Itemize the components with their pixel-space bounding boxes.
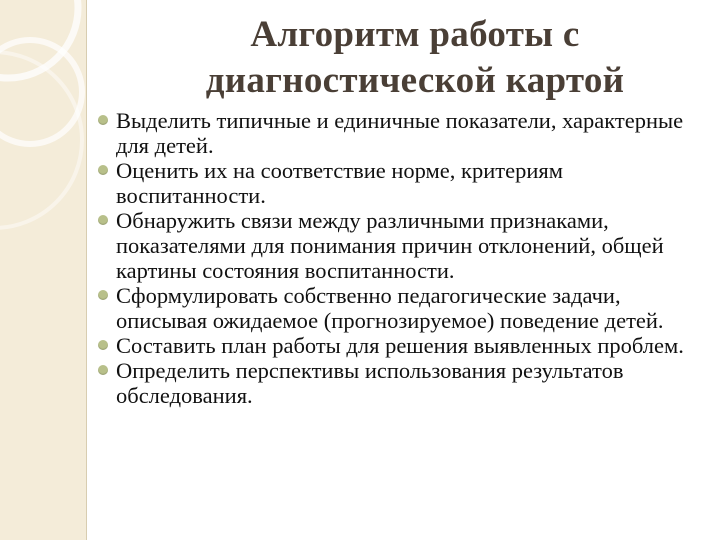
bullet-text: Оценить их на соответствие норме, критериям воспитанности.: [116, 158, 563, 208]
bullet-text: Определить перспективы использования результатов обследования.: [116, 358, 624, 408]
bullet-item: [96, 358, 712, 408]
decorative-circles-graphic: [0, 0, 86, 540]
decorative-side-panel: [0, 0, 87, 540]
slide-title-line-2: диагностической картой: [205, 60, 625, 101]
bullet-item: [96, 208, 712, 283]
bullet-dot-icon: [98, 165, 108, 175]
bullet-item: [96, 158, 712, 208]
slide-title-line-1: Алгоритм работы с: [250, 14, 580, 55]
bullet-text: Сформулировать собственно педагогические задачи, описывая ожидаемое (прогнозируемое) поведение детей.: [116, 283, 664, 333]
bullet-text: Обнаружить связи между различными признаками, показателями для понимания причин отклонений, общей картины состояния воспитанности.: [116, 208, 664, 283]
bullet-dot-icon: [98, 115, 108, 125]
bullet-item: [96, 283, 712, 333]
slide-title: [110, 12, 720, 104]
bullet-dot-icon: [98, 215, 108, 225]
bullet-dot-icon: [98, 365, 108, 375]
bullet-dot-icon: [98, 290, 108, 300]
bullet-text: Выделить типичные и единичные показатели, характерные для детей.: [116, 108, 684, 158]
bullet-item: [96, 108, 712, 158]
bullet-item: [96, 333, 712, 358]
bullet-dot-icon: [98, 340, 108, 350]
bullet-text: Составить план работы для решения выявленных проблем.: [116, 333, 684, 358]
bullet-list: [96, 108, 712, 408]
